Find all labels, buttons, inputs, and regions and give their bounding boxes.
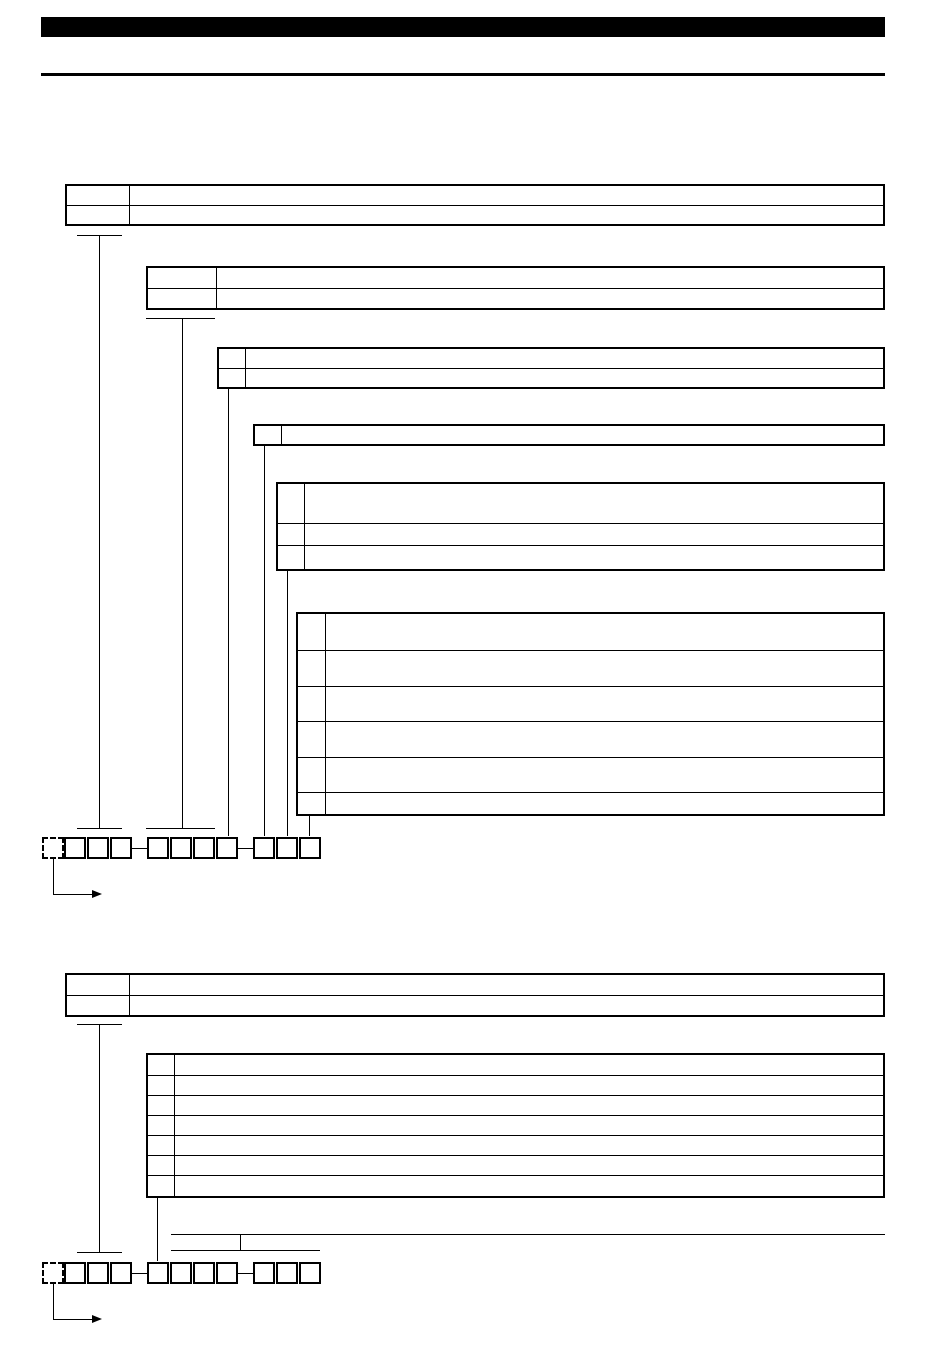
- table-row: [298, 792, 883, 814]
- leader-line: [264, 446, 265, 836]
- row-desc: [130, 206, 883, 224]
- header-bar: [41, 17, 885, 37]
- table-row: [67, 975, 883, 995]
- row-desc: [326, 651, 883, 686]
- code-box: [110, 837, 132, 859]
- code-box: [299, 1262, 321, 1284]
- row-key: [148, 1096, 175, 1115]
- code-box-optional: [42, 837, 64, 859]
- header-subtitle: [41, 52, 885, 72]
- row-key: [298, 651, 326, 686]
- row-desc: [326, 687, 883, 721]
- note-divider: [240, 1235, 241, 1250]
- code-box: [87, 837, 109, 859]
- code-box: [64, 1262, 86, 1284]
- s2-table-b: [146, 1053, 885, 1198]
- code-box: [193, 1262, 215, 1284]
- code-box: [299, 837, 321, 859]
- table-row: [67, 205, 883, 224]
- table-row: [278, 545, 883, 569]
- bracket-bottom-line: [146, 828, 215, 829]
- table-row: [148, 1075, 883, 1095]
- note-rule: [171, 1234, 885, 1235]
- code-box: [64, 837, 86, 859]
- arrow-shaft: [53, 894, 93, 895]
- row-desc: [326, 793, 883, 814]
- leader-line: [287, 571, 288, 836]
- row-key: [219, 349, 246, 368]
- s1-table-f: [296, 612, 885, 816]
- leader-line: [157, 1198, 158, 1261]
- row-desc: [175, 1055, 883, 1075]
- table-row: [67, 995, 883, 1015]
- header-title: [41, 20, 47, 34]
- s1-table-a: [65, 184, 885, 226]
- row-desc: [326, 758, 883, 792]
- row-key: [219, 369, 246, 387]
- arrow-right-icon: [92, 1315, 102, 1323]
- code-dash: [132, 1273, 147, 1274]
- row-key: [67, 996, 130, 1015]
- arrow-stem: [53, 1284, 54, 1319]
- s1-table-d: [253, 424, 885, 446]
- note-underline: [171, 1250, 320, 1251]
- s2-table-a: [65, 973, 885, 1017]
- code-box: [170, 1262, 192, 1284]
- table-row: [298, 686, 883, 721]
- row-key: [278, 546, 305, 569]
- table-row: [148, 1155, 883, 1175]
- row-key: [298, 758, 326, 792]
- row-key: [298, 687, 326, 721]
- row-desc: [175, 1136, 883, 1155]
- arrow-shaft: [53, 1319, 93, 1320]
- code-dash: [132, 848, 147, 849]
- row-key: [255, 426, 282, 444]
- row-desc: [326, 722, 883, 757]
- code-box: [147, 837, 169, 859]
- code-box: [87, 1262, 109, 1284]
- table-row: [148, 1095, 883, 1115]
- code-box: [170, 837, 192, 859]
- s1-table-e: [276, 482, 885, 571]
- table-row: [219, 368, 883, 387]
- arrow-right-icon: [92, 890, 102, 898]
- row-key: [67, 206, 130, 224]
- row-desc: [305, 546, 883, 569]
- table-row: [298, 650, 883, 686]
- bracket-top-line: [146, 318, 215, 319]
- row-desc: [130, 975, 883, 995]
- code-box: [193, 837, 215, 859]
- row-desc: [175, 1176, 883, 1196]
- row-desc: [130, 996, 883, 1015]
- table-row: [255, 426, 883, 444]
- leader-line: [99, 235, 100, 828]
- arrow-stem: [53, 859, 54, 894]
- code-box: [253, 1262, 275, 1284]
- row-key: [278, 524, 305, 545]
- code-box: [276, 837, 298, 859]
- row-key: [67, 975, 130, 995]
- table-row: [219, 349, 883, 368]
- code-dash: [238, 1273, 253, 1274]
- table-row: [298, 721, 883, 757]
- s1-table-b: [146, 266, 885, 310]
- leader-line: [309, 816, 310, 836]
- header-rule: [41, 73, 885, 76]
- row-key: [298, 614, 326, 650]
- code-box: [216, 837, 238, 859]
- table-row: [298, 757, 883, 792]
- row-desc: [305, 524, 883, 545]
- row-desc: [217, 289, 883, 308]
- table-row: [148, 1055, 883, 1075]
- code-box: [276, 1262, 298, 1284]
- s1-table-c: [217, 347, 885, 389]
- code-box: [253, 837, 275, 859]
- table-row: [298, 614, 883, 650]
- leader-line: [182, 318, 183, 828]
- row-key: [278, 484, 305, 523]
- row-desc: [175, 1116, 883, 1135]
- row-key: [148, 268, 217, 288]
- note-col1: [171, 1236, 240, 1250]
- code-box: [147, 1262, 169, 1284]
- row-desc: [246, 349, 883, 368]
- code-box: [110, 1262, 132, 1284]
- table-row: [67, 186, 883, 205]
- code-box: [216, 1262, 238, 1284]
- row-key: [298, 722, 326, 757]
- row-key: [148, 1076, 175, 1095]
- row-desc: [175, 1096, 883, 1115]
- table-row: [148, 268, 883, 288]
- row-key: [148, 1176, 175, 1196]
- row-key: [148, 1116, 175, 1135]
- table-row: [148, 288, 883, 308]
- row-desc: [282, 426, 883, 444]
- leader-line: [228, 389, 229, 836]
- table-row: [148, 1115, 883, 1135]
- row-desc: [130, 186, 883, 205]
- row-desc: [217, 268, 883, 288]
- row-desc: [326, 614, 883, 650]
- row-desc: [175, 1156, 883, 1175]
- code-box-optional: [42, 1262, 64, 1284]
- code-dash: [238, 848, 253, 849]
- table-row: [148, 1135, 883, 1155]
- bracket-bottom-line: [77, 1252, 122, 1253]
- row-desc: [175, 1076, 883, 1095]
- row-key: [298, 793, 326, 814]
- row-key: [148, 289, 217, 308]
- row-key: [148, 1055, 175, 1075]
- row-key: [148, 1156, 175, 1175]
- table-row: [278, 523, 883, 545]
- leader-line: [99, 1024, 100, 1252]
- row-key: [148, 1136, 175, 1155]
- table-row: [278, 484, 883, 523]
- bracket-bottom-line: [77, 828, 122, 829]
- row-desc: [246, 369, 883, 387]
- table-row: [148, 1175, 883, 1196]
- note-col2: [244, 1236, 320, 1250]
- row-desc: [305, 484, 883, 523]
- row-key: [67, 186, 130, 205]
